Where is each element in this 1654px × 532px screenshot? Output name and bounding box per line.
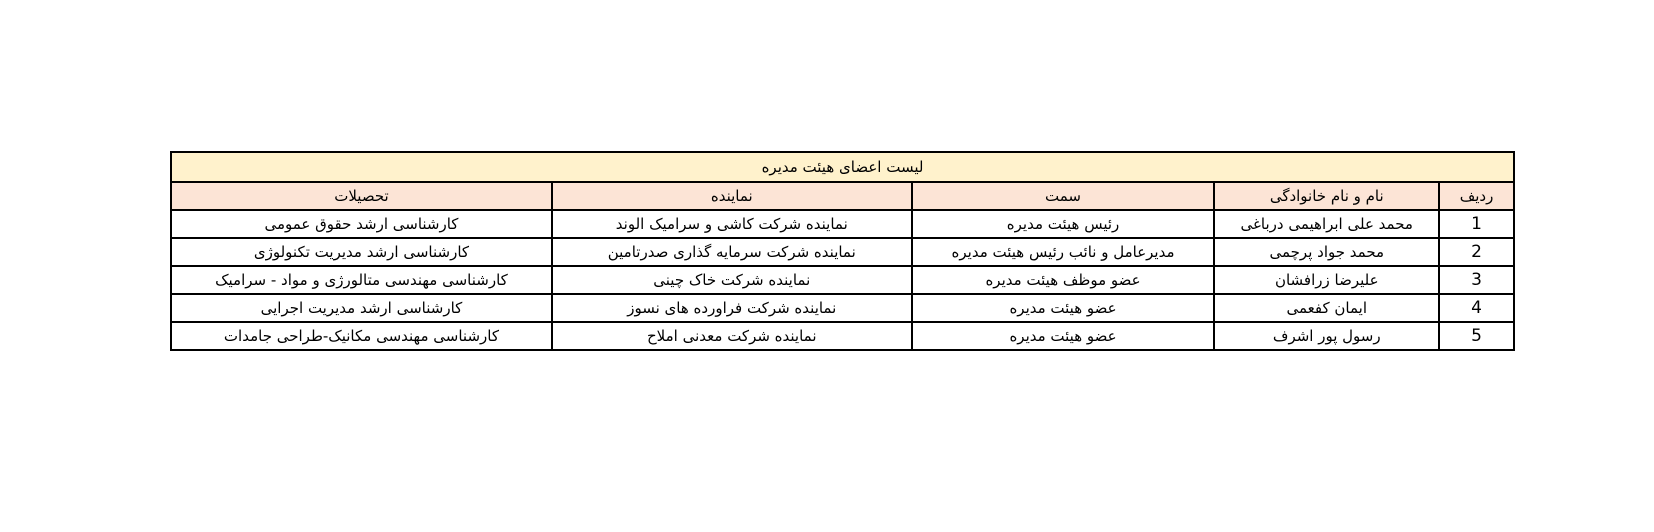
member-education: کارشناسی ارشد مدیریت اجرایی [171, 294, 552, 322]
member-name: محمد جواد پرچمی [1214, 238, 1439, 266]
member-position: عضو هیئت مدیره [912, 322, 1215, 350]
table-title-row [171, 152, 1514, 182]
member-education: کارشناسی مهندسی متالورژی و مواد - سرامیک [171, 266, 552, 294]
row-number: 2 [1439, 238, 1514, 266]
header-row-number: ردیف [1439, 182, 1514, 210]
member-education: کارشناسی مهندسی مکانیک-طراحی جامدات [171, 322, 552, 350]
header-position: سمت [912, 182, 1215, 210]
table-row [171, 294, 1514, 322]
member-representative: نماینده شرکت سرمایه گذاری صدرتامین [552, 238, 912, 266]
member-representative: نماینده شرکت فراورده های نسوز [552, 294, 912, 322]
table-row [171, 238, 1514, 266]
member-name: محمد علی ابراهیمی درباغی [1214, 210, 1439, 238]
member-name: رسول پور اشرف [1214, 322, 1439, 350]
table-header-row [171, 182, 1514, 210]
header-full-name: نام و نام خانوادگی [1214, 182, 1439, 210]
member-position: مدیرعامل و نائب رئیس هیئت مدیره [912, 238, 1215, 266]
member-education: کارشناسی ارشد مدیریت تکنولوژی [171, 238, 552, 266]
member-name: ایمان کفعمی [1214, 294, 1439, 322]
table-row [171, 322, 1514, 350]
board-members-table [170, 151, 1515, 351]
row-number: 3 [1439, 266, 1514, 294]
member-name: علیرضا زرافشان [1214, 266, 1439, 294]
table-row [171, 266, 1514, 294]
member-representative: نماینده شرکت کاشی و سرامیک الوند [552, 210, 912, 238]
table-title: لیست اعضای هیئت مدیره [171, 152, 1514, 182]
member-position: عضو موظف هیئت مدیره [912, 266, 1215, 294]
header-representative: نماینده [552, 182, 912, 210]
member-representative: نماینده شرکت معدنی املاح [552, 322, 912, 350]
member-position: رئیس هیئت مدیره [912, 210, 1215, 238]
row-number: 5 [1439, 322, 1514, 350]
row-number: 1 [1439, 210, 1514, 238]
row-number: 4 [1439, 294, 1514, 322]
member-education: کارشناسی ارشد حقوق عمومی [171, 210, 552, 238]
member-representative: نماینده شرکت خاک چینی [552, 266, 912, 294]
table-row [171, 210, 1514, 238]
member-position: عضو هیئت مدیره [912, 294, 1215, 322]
header-education: تحصیلات [171, 182, 552, 210]
